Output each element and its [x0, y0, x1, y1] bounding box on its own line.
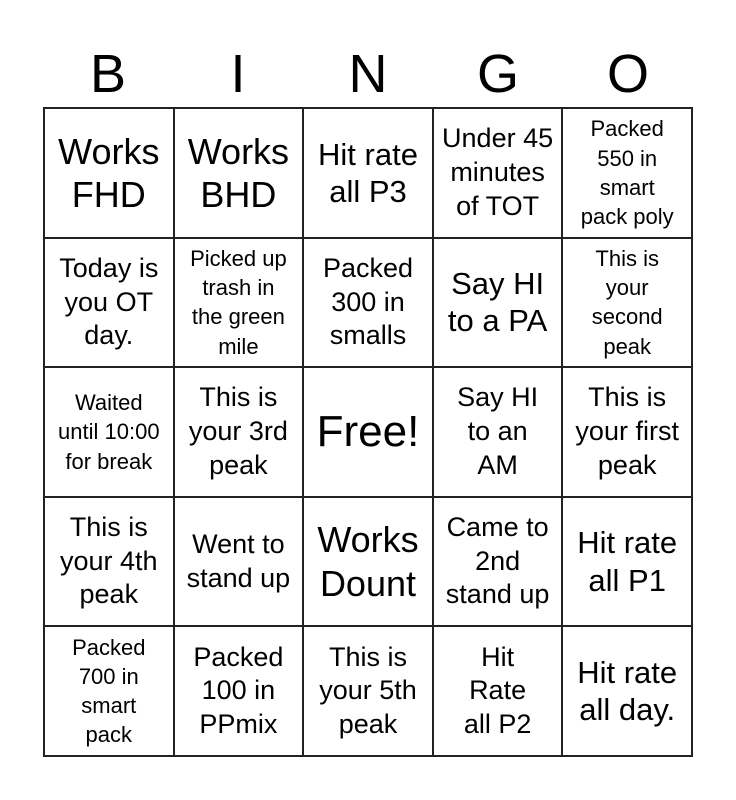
bingo-cell[interactable]	[44, 626, 174, 756]
cell-label: Works Dount	[317, 519, 419, 604]
cell-label: Hit rate all P1	[577, 525, 678, 598]
cell-label: Packed 550 in smart pack poly	[580, 116, 674, 230]
cell-label: This is your 3rd peak	[188, 382, 288, 480]
bingo-cell[interactable]	[433, 626, 563, 756]
bingo-cell[interactable]	[174, 626, 304, 756]
bingo-cell[interactable]	[562, 108, 692, 238]
cell-label: Say HI to a PA	[447, 266, 548, 339]
cell-label: Under 45 minutes of TOT	[442, 123, 554, 221]
bingo-cell[interactable]	[44, 238, 174, 368]
bingo-cell[interactable]	[562, 367, 692, 497]
header-letter-b: B	[89, 44, 127, 104]
cell-label: This is your 5th peak	[319, 641, 417, 740]
cell-label: Came to 2nd stand up	[445, 511, 550, 610]
cell-label: This is your second peak	[591, 245, 663, 359]
bingo-cell[interactable]	[433, 108, 563, 238]
bingo-cell[interactable]	[433, 367, 563, 497]
cell-label: This is your 4th peak	[60, 511, 158, 610]
bingo-header	[43, 40, 693, 108]
cell-label: Hit rate all day.	[577, 655, 678, 728]
bingo-cell[interactable]	[433, 497, 563, 627]
bingo-cell[interactable]	[44, 367, 174, 497]
cell-label: Hit Rate all P2	[463, 641, 532, 740]
cell-label: Packed 300 in smalls	[322, 252, 414, 351]
cell-label: Went to stand up	[186, 528, 291, 593]
bingo-cell[interactable]	[562, 497, 692, 627]
header-letter-o: O	[606, 44, 649, 104]
cell-label: Say HI to an AM	[457, 382, 539, 480]
free-space-cell[interactable]	[303, 367, 433, 497]
cell-label: Free!	[316, 406, 420, 456]
cell-label: Packed 700 in smart pack	[72, 634, 146, 748]
header-letter-g: G	[476, 44, 519, 104]
cell-label: Works BHD	[187, 130, 290, 215]
header-letter-i: I	[230, 44, 246, 104]
bingo-cell[interactable]	[303, 238, 433, 368]
cell-label: Hit rate all P3	[318, 136, 418, 209]
bingo-cell[interactable]	[562, 626, 692, 756]
bingo-cell[interactable]	[44, 497, 174, 627]
bingo-cell[interactable]	[303, 497, 433, 627]
bingo-cell[interactable]	[433, 238, 563, 368]
bingo-cell[interactable]	[174, 497, 304, 627]
bingo-cell[interactable]	[174, 367, 304, 497]
bingo-cell[interactable]	[174, 238, 304, 368]
bingo-cell[interactable]	[562, 238, 692, 368]
cell-label: Works FHD	[58, 130, 160, 215]
cell-label: Waited until 10:00 for break	[58, 390, 160, 474]
bingo-cell[interactable]	[303, 626, 433, 756]
cell-label: Packed 100 in PPmix	[193, 641, 284, 740]
bingo-board	[43, 107, 693, 757]
bingo-cell[interactable]	[303, 108, 433, 238]
bingo-cell[interactable]	[44, 108, 174, 238]
header-letter-n: N	[348, 44, 388, 104]
cell-label: Picked up trash in the green mile	[190, 245, 287, 359]
cell-label: Today is you OT day.	[59, 252, 159, 351]
cell-label: This is your first peak	[575, 382, 679, 480]
bingo-cell[interactable]	[174, 108, 304, 238]
